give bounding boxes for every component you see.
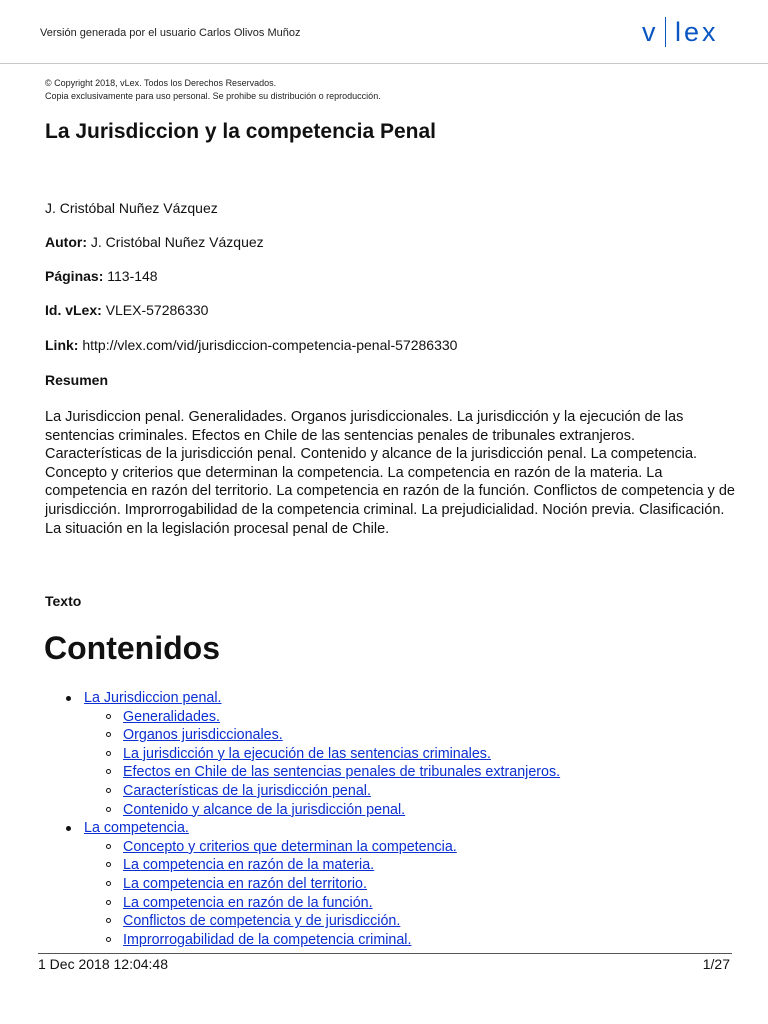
logo-letter-v: v [642, 17, 659, 47]
circle-bullet-icon [106, 881, 111, 886]
toc-subitem [0, 801, 768, 820]
copyright-line-2: Copia exclusivamente para uso personal. Se prohibe su distribución o reproducción. [45, 91, 381, 101]
toc-link[interactable]: Improrrogabilidad de la competencia criminal. [123, 931, 412, 948]
copyright-notice [45, 77, 381, 103]
toc-list [0, 689, 768, 949]
vlex-id-field [45, 302, 208, 318]
circle-bullet-icon [106, 732, 111, 737]
circle-bullet-icon [106, 769, 111, 774]
toc-link[interactable]: Concepto y criterios que determinan la competencia. [123, 838, 457, 855]
footer-divider [38, 953, 732, 954]
bullet-icon [66, 696, 71, 701]
paginas-label: Páginas: [45, 268, 104, 284]
circle-bullet-icon [106, 937, 111, 942]
copyright-line-1: © Copyright 2018, vLex. Todos los Derechos Reservados. [45, 78, 277, 88]
toc-subitem [0, 838, 768, 857]
toc-link[interactable]: Generalidades. [123, 708, 220, 725]
vlex-logo [642, 14, 719, 50]
toc-link[interactable]: Efectos en Chile de las sentencias penales de tribunales extranjeros. [123, 764, 561, 781]
bullet-icon [66, 826, 71, 831]
toc-subitem [0, 708, 768, 727]
paginas-value: 113-148 [107, 268, 158, 284]
toc-link[interactable]: La competencia. [84, 820, 189, 837]
toc-link[interactable]: La jurisdicción y la ejecución de las sentencias criminales. [123, 745, 491, 762]
toc-link[interactable]: La competencia en razón de la materia. [123, 857, 375, 874]
toc-link[interactable]: La competencia en razón de la función. [123, 894, 373, 911]
page-header [0, 0, 768, 64]
circle-bullet-icon [106, 714, 111, 719]
toc-subitem [0, 782, 768, 801]
toc-link[interactable]: Organos jurisdiccionales. [123, 727, 283, 744]
toc-subitem [0, 763, 768, 782]
toc-link[interactable]: Características de la jurisdicción penal. [123, 782, 371, 799]
toc-subitem [0, 931, 768, 950]
logo-divider [665, 17, 667, 47]
toc-item [0, 689, 768, 708]
texto-heading: Texto [45, 593, 82, 609]
footer-timestamp: 1 Dec 2018 12:04:48 [38, 956, 168, 972]
document-title: La Jurisdiccion y la competencia Penal [45, 120, 436, 143]
toc-link[interactable]: Conflictos de competencia y de jurisdicción. [123, 913, 401, 930]
circle-bullet-icon [106, 807, 111, 812]
resumen-heading: Resumen [45, 372, 109, 388]
author-line: J. Cristóbal Nuñez Vázquez [45, 200, 218, 216]
toc-subitem [0, 912, 768, 931]
circle-bullet-icon [106, 844, 111, 849]
toc-link[interactable]: La Jurisdiccion penal. [84, 690, 222, 706]
table-of-contents [0, 689, 768, 949]
toc-subitem [0, 875, 768, 894]
paginas-field [45, 268, 158, 284]
autor-label: Autor: [45, 234, 87, 250]
circle-bullet-icon [106, 900, 111, 905]
generated-by-note: Versión generada por el usuario Carlos Olivos Muñoz [40, 27, 301, 39]
toc-subitem [0, 726, 768, 745]
circle-bullet-icon [106, 788, 111, 793]
contents-heading: Contenidos [44, 630, 220, 666]
autor-field [45, 234, 264, 250]
link-label: Link: [45, 337, 79, 353]
toc-subitem [0, 894, 768, 913]
vlex-id-value: VLEX-57286330 [105, 302, 209, 318]
toc-item [0, 819, 768, 838]
footer-page-number: 1/27 [702, 956, 730, 972]
logo-letters-lex: lex [675, 17, 719, 47]
autor-value: J. Cristóbal Nuñez Vázquez [90, 234, 264, 250]
vlex-id-label: Id. vLex: [45, 302, 102, 318]
link-value: http://vlex.com/vid/jurisdiccion-competencia-penal-57286330 [82, 337, 458, 353]
toc-link[interactable]: Contenido y alcance de la jurisdicción penal. [123, 801, 406, 818]
circle-bullet-icon [106, 918, 111, 923]
toc-subitem [0, 856, 768, 875]
toc-subitem [0, 745, 768, 764]
link-field [45, 337, 457, 353]
circle-bullet-icon [106, 751, 111, 756]
resumen-text: La Jurisdiccion penal. Generalidades. Organos jurisdiccionales. La jurisdicción y la ejecución de las sentencias criminales. Efectos en Chile de las sentencias penales de tribunales extranjeros. Características de la jurisdicción penal. Contenido y alcance de la jurisdicción penal. La competencia. Concepto y criterios que determinan la competencia. La competencia en razón de la materia. La competencia en razón del territorio. La competencia en razón de la función. Conflictos de competencia y de jurisdicción. Improrrogabilidad de la competencia criminal. La prejudicialidad. Noción previa. Clasificación. La situación en la legislación procesal penal de Chile. [45, 409, 735, 537]
toc-link[interactable]: La competencia en razón del territorio. [123, 875, 367, 892]
circle-bullet-icon [106, 862, 111, 867]
